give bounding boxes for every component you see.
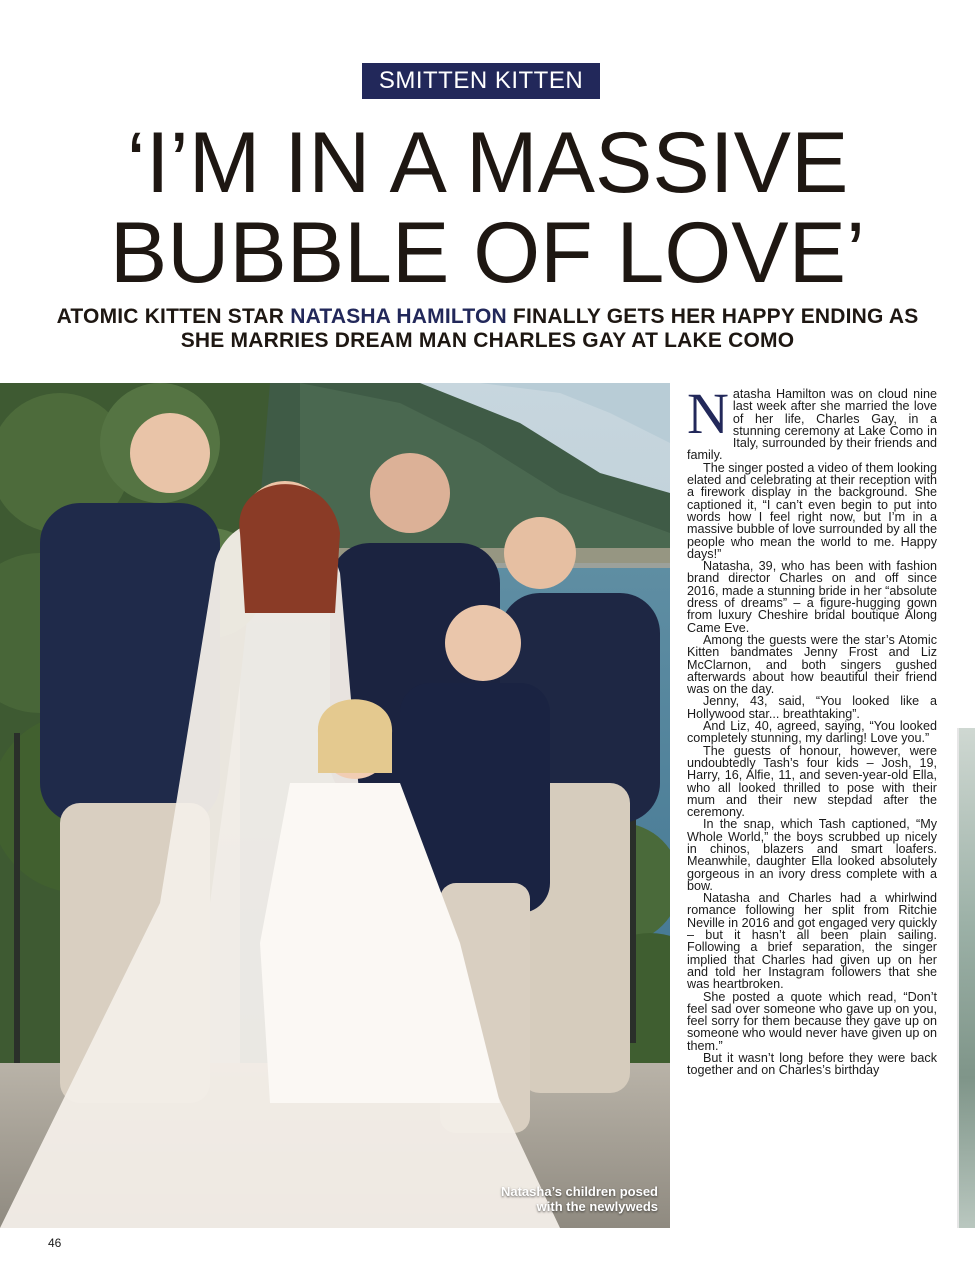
standfirst-name: NATASHA HAMILTON: [290, 305, 507, 328]
standfirst-part-2: FINALLY GETS HER HAPPY ENDING AS SHE MARRIES DREAM MAN CHARLES GAY AT LAKE COMO: [180, 305, 919, 352]
standfirst: [40, 305, 935, 353]
adjacent-page-photo-edge: [957, 728, 975, 1228]
page-number: 46: [48, 1236, 62, 1250]
article-paragraph: But it wasn’t long before they were back together and on Charles’s birthday: [687, 1051, 937, 1078]
headline-line-1: ‘I’M IN A MASSIVE: [126, 115, 849, 211]
headline: [40, 115, 935, 301]
wedding-photo: [0, 383, 670, 1228]
standfirst-part-1: ATOMIC KITTEN STAR: [56, 305, 291, 328]
article-paragraph: And Liz, 40, agreed, saying, “You looked completely stunning, my darling! Love you.”: [687, 719, 937, 746]
article-paragraph: The singer posted a video of them looking elated and celebrating at their reception with a firework display in the background. She captioned it, “I can’t even begin to put into words how I feel right now, but I’m in a massive bubble of love surrounded by all the people who mean the world to me. Happy days!”: [687, 460, 937, 561]
dropcap: N: [687, 381, 729, 446]
article-paragraph: The guests of honour, however, were undoubtedly Tash’s four kids – Josh, 19, Harry, 16, Alfie, 11, and seven-year-old Ella, who all looked thrilled to pose with their mum and their new stepdad after the ceremony.: [687, 743, 937, 820]
wedding-photo-illustration: [0, 383, 670, 1228]
photo-caption: [458, 1184, 658, 1214]
article-paragraph: In the snap, which Tash captioned, “My Whole World,” the boys scrubbed up nicely in chinos, blazers and smart loafers. Meanwhile, daughter Ella looked absolutely gorgeous in an ivory dress complete with a bow.: [687, 817, 937, 893]
article-body: [687, 381, 937, 1078]
headline-line-2: BUBBLE OF LOVE’: [109, 205, 866, 301]
section-kicker: SMITTEN KITTEN: [362, 63, 600, 99]
article-paragraph: Natasha, 39, who has been with fashion brand director Charles on and off since 2016, made a stunning bride in her “absolute dress of dreams” – a figure-hugging gown from luxury Cheshire bridal boutique Along Came Eve.: [687, 559, 937, 635]
photo-caption-line-2: with the newlyweds: [536, 1199, 658, 1214]
photo-caption-line-1: Natasha’s children posed: [500, 1184, 658, 1199]
article-paragraph: Natasha Hamilton was on cloud nine last week after she married the love of her life, Charles Gay, in a stunning ceremony at Lake Como in Italy, surrounded by their friends and family.: [687, 381, 937, 463]
article-paragraph: Jenny, 43, said, “You looked like a Hollywood star... breathtaking”.: [687, 694, 937, 721]
article-paragraph: Natasha and Charles had a whirlwind romance following her split from Ritchie Neville in 2016 and got engaged very quickly – but it hasn’t all been plain sailing. Following a brief separation, the singer implied that Charles had given up on her and told her Instagram followers that she was heartbroken.: [687, 891, 937, 992]
article-paragraph: Among the guests were the star’s Atomic Kitten bandmates Jenny Frost and Liz McClarnon, and both singers gushed afterwards about how beautiful their friend was on the day.: [687, 632, 937, 697]
article-paragraph: She posted a quote which read, “Don’t feel sad over someone who gave up on you, feel sorry for them because they gave up on someone who would never have given up on them.”: [687, 989, 937, 1053]
